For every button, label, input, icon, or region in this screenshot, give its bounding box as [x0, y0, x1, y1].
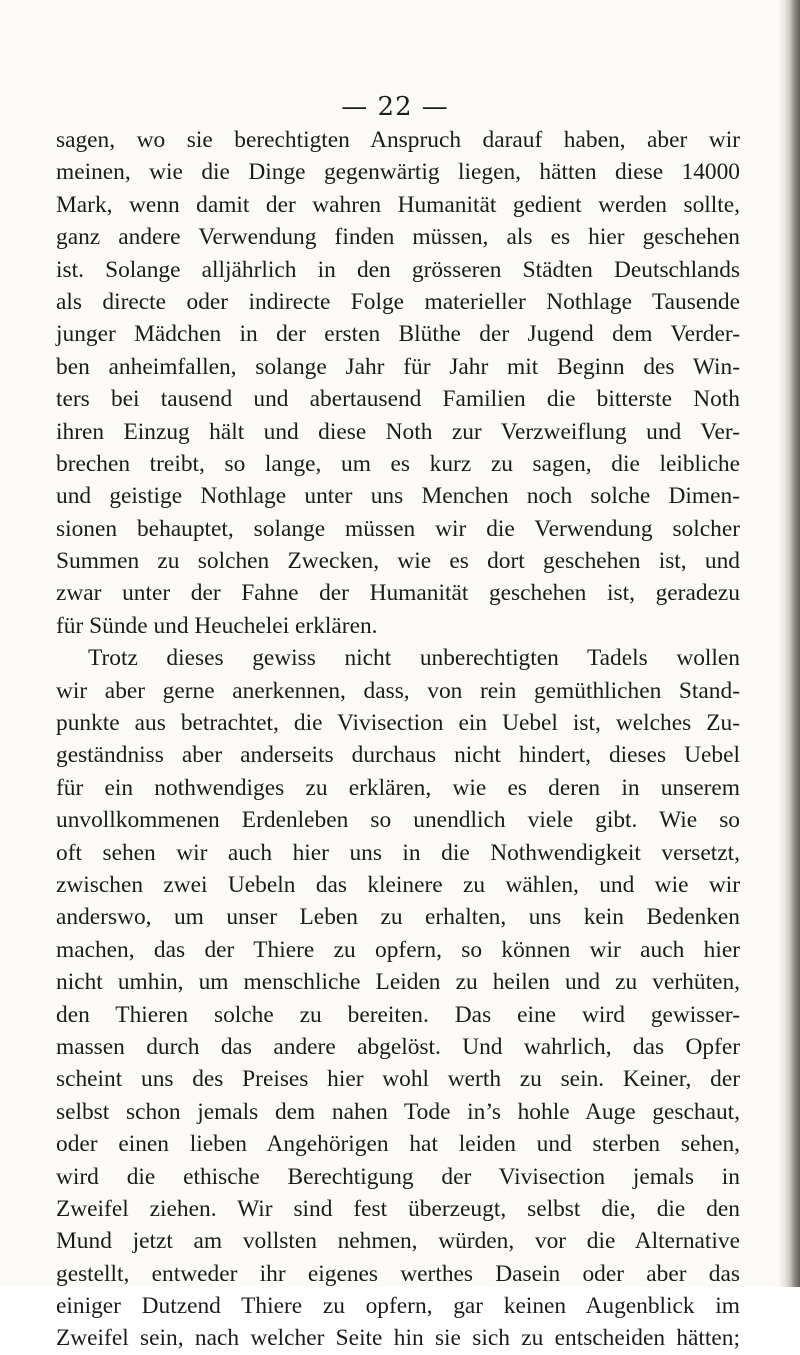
text-line: gestellt, entweder ihr eigenes werthes Dasein oder aber das [56, 1260, 740, 1287]
text-line: selbst schon jemals dem nahen Tode in’s hohle Auge geschaut, [56, 1098, 740, 1125]
text-line: Summen zu solchen Zwecken, wie es dort geschehen ist, und [56, 548, 740, 575]
text-line: zwischen zwei Uebeln das kleinere zu wählen, und wie wir [56, 871, 740, 898]
text-line: für ein nothwendiges zu erklären, wie es deren in unserem [56, 774, 740, 801]
text-line: nicht umhin, um menschliche Leiden zu heilen und zu verhüten, [56, 969, 740, 996]
text-line: scheint uns des Preises hier wohl werth zu sein. Keiner, der [56, 1066, 740, 1093]
text-line: ihren Einzug hält und diese Noth zur Verzweiflung und Ver- [56, 418, 740, 445]
text-line: wir aber gerne anerkennen, dass, von rein gemüthlichen Stand- [56, 677, 740, 704]
text-line: oft sehen wir auch hier uns in die Nothwendigkeit versetzt, [56, 839, 740, 866]
paragraph-start-line: Trotz dieses gewiss nicht unberechtigten Tadels wollen [88, 645, 740, 672]
text-line: zwar unter der Fahne der Humanität geschehen ist, geradezu [56, 580, 740, 607]
paragraph-end-line: für Sünde und Heuchelei erklären. [56, 612, 378, 639]
text-line: als directe oder indirecte Folge materieller Nothlage Tausende [56, 288, 740, 315]
text-line: den Thieren solche zu bereiten. Das eine wird gewisser- [56, 1001, 740, 1028]
body-text [56, 124, 740, 1355]
text-line: oder einen lieben Angehörigen hat leiden und sterben sehen, [56, 1131, 740, 1158]
text-line: junger Mädchen in der ersten Blüthe der Jugend dem Verder- [56, 321, 740, 348]
text-line: wird die ethische Berechtigung der Vivisection jemals in [56, 1163, 740, 1190]
text-line: einiger Dutzend Thiere zu opfern, gar keinen Augenblick im [56, 1293, 740, 1320]
text-line: Zweifel ziehen. Wir sind fest überzeugt, selbst die, die den [56, 1195, 740, 1222]
text-line: ben anheimfallen, solange Jahr für Jahr mit Beginn des Win- [56, 353, 740, 380]
text-line: ters bei tausend und abertausend Familien die bitterste Noth [56, 386, 740, 413]
text-line: Zweifel sein, nach welcher Seite hin sie sich zu entscheiden hätten; [56, 1325, 740, 1352]
text-line: geständniss aber anderseits durchaus nicht hindert, dieses Uebel [56, 742, 740, 769]
text-line: anderswo, um unser Leben zu erhalten, uns kein Bedenken [56, 904, 740, 931]
text-line: meinen, wie die Dinge gegenwärtig liegen, hätten diese 14000 [56, 159, 740, 186]
text-line: massen durch das andere abgelöst. Und wahrlich, das Opfer [56, 1033, 740, 1060]
page-edge-shadow [778, 0, 800, 1287]
text-line: und geistige Nothlage unter uns Menchen noch solche Dimen- [56, 483, 740, 510]
text-line: machen, das der Thiere zu opfern, so können wir auch hier [56, 936, 740, 963]
text-line: ganz andere Verwendung finden müssen, als es hier geschehen [56, 224, 740, 251]
text-line: Mund jetzt am vollsten nehmen, würden, vor die Alternative [56, 1228, 740, 1255]
page-number: — 22 — [341, 92, 449, 122]
text-line: Mark, wenn damit der wahren Humanität gedient werden sollte, [56, 191, 740, 218]
text-line: unvollkommenen Erdenleben so unendlich viele gibt. Wie so [56, 807, 740, 834]
text-line: punkte aus betrachtet, die Vivisection ein Uebel ist, welches Zu- [56, 710, 740, 737]
text-line: sionen behauptet, solange müssen wir die Verwendung solcher [56, 515, 740, 542]
text-line: ist. Solange alljährlich in den grösseren Städten Deutschlands [56, 256, 740, 283]
text-line: brechen treibt, so lange, um es kurz zu sagen, die leibliche [56, 450, 740, 477]
text-line: sagen, wo sie berechtigten Anspruch darauf haben, aber wir [56, 127, 740, 153]
